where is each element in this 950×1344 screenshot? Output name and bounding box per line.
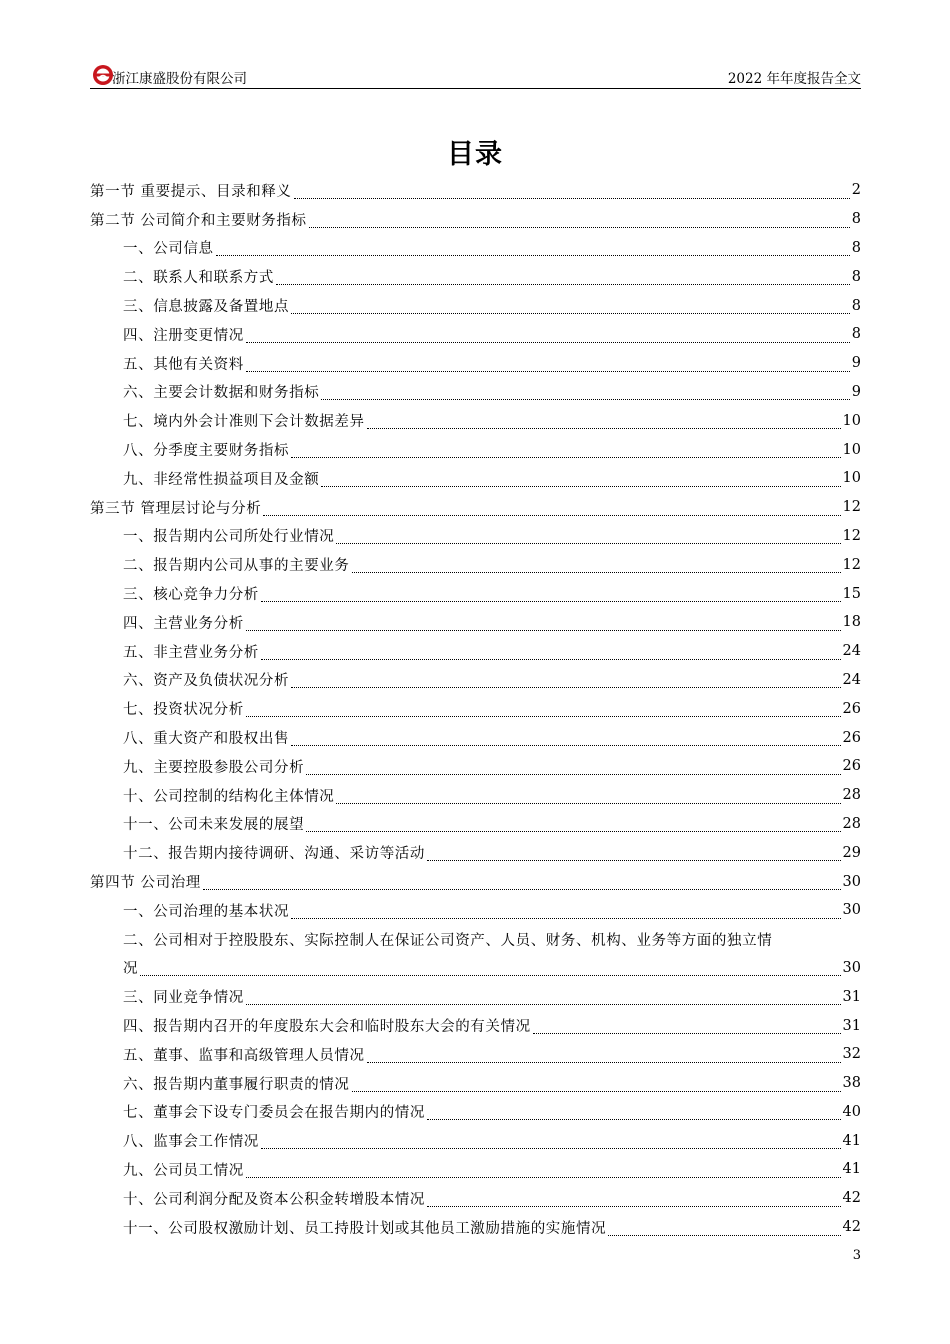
toc-entry-label: 五、董事、监事和高级管理人员情况 [123, 1047, 365, 1064]
toc-entry-page: 30 [842, 873, 861, 890]
toc-leader-dots [306, 817, 840, 832]
toc-entry-label: 七、投资状况分析 [123, 702, 244, 719]
toc-entry[interactable] [90, 925, 861, 954]
toc-leader-dots [261, 587, 841, 602]
toc-entry[interactable] [90, 349, 861, 378]
toc-entry-page: 24 [842, 671, 861, 688]
toc-entry-page: 8 [851, 239, 861, 256]
page-header [90, 62, 861, 89]
toc-entry[interactable] [90, 752, 861, 781]
toc-entry-label: 六、报告期内董事履行职责的情况 [123, 1076, 350, 1093]
toc-entry-page: 31 [842, 1017, 861, 1034]
toc-leader-dots [352, 558, 841, 573]
toc-leader-dots [321, 472, 840, 487]
toc-entry-page: 40 [842, 1103, 861, 1120]
toc-entry-label: 一、报告期内公司所处行业情况 [123, 529, 335, 546]
toc-entry-label: 三、核心竞争力分析 [123, 587, 259, 604]
toc-entry-label: 八、分季度主要财务指标 [123, 443, 290, 460]
toc-entry[interactable] [90, 781, 861, 810]
toc-entry-page: 9 [851, 355, 861, 372]
toc-entry-label: 一、公司治理的基本状况 [123, 903, 290, 920]
toc-entry-page: 41 [842, 1132, 861, 1149]
toc-entry-label: 十二、报告期内接待调研、沟通、采访等活动 [123, 846, 425, 863]
toc-entry[interactable] [90, 1184, 861, 1213]
toc-entry[interactable] [90, 1098, 861, 1127]
toc-entry-label: 六、资产及负债状况分析 [123, 673, 290, 690]
toc-leader-dots [367, 1048, 841, 1063]
toc-entry-page: 10 [842, 412, 861, 429]
toc-entry-page: 9 [851, 383, 861, 400]
toc-leader-dots [203, 875, 841, 890]
toc-entry[interactable] [90, 435, 861, 464]
toc-entry-label: 三、信息披露及备置地点 [123, 299, 290, 316]
toc-entry[interactable] [90, 464, 861, 493]
toc-entry-page: 12 [842, 556, 861, 573]
page-title: 目录 [447, 139, 503, 170]
toc-entry[interactable] [90, 291, 861, 320]
toc-entry-label: 四、报告期内召开的年度股东大会和临时股东大会的有关情况 [123, 1019, 531, 1035]
toc-entry[interactable] [90, 608, 861, 637]
toc-entry[interactable] [90, 522, 861, 551]
toc-leader-dots [306, 760, 840, 775]
toc-entry-page: 12 [842, 499, 861, 516]
toc-entry-label: 七、董事会下设专门委员会在报告期内的情况 [123, 1105, 425, 1122]
toc-leader-dots [261, 645, 841, 660]
toc-entry-label: 九、公司员工情况 [123, 1162, 244, 1179]
toc-leader-dots [427, 846, 841, 861]
toc-entry[interactable] [90, 234, 861, 263]
toc-leader-dots [427, 1192, 841, 1207]
toc-entry-page: 12 [842, 527, 861, 544]
toc-entry-page: 29 [842, 844, 861, 861]
toc-entry-label: 五、非主营业务分析 [123, 644, 259, 661]
toc-entry[interactable] [90, 810, 861, 839]
toc-entry[interactable] [90, 205, 861, 234]
toc-entry[interactable] [90, 406, 861, 435]
toc-entry-page: 8 [851, 268, 861, 285]
toc-entry[interactable] [90, 493, 861, 522]
toc-leader-dots [291, 443, 840, 458]
toc-leader-dots [246, 616, 841, 631]
toc-leader-dots [261, 1134, 841, 1149]
toc-entry[interactable] [90, 1011, 861, 1040]
toc-entry-label: 况 [123, 961, 139, 978]
table-of-contents [90, 176, 861, 1241]
toc-entry[interactable] [90, 176, 861, 205]
toc-leader-dots [291, 673, 840, 688]
toc-entry-page: 10 [842, 470, 861, 487]
toc-entry-label: 八、重大资产和股权出售 [123, 731, 290, 748]
page-number: 3 [852, 1248, 861, 1263]
toc-entry-label: 四、主营业务分析 [123, 615, 244, 632]
toc-entry[interactable] [90, 954, 861, 983]
toc-entry[interactable] [90, 1126, 861, 1155]
toc-entry-page: 42 [842, 1190, 861, 1207]
toc-entry-page: 8 [851, 297, 861, 314]
toc-leader-dots [291, 731, 840, 746]
toc-leader-dots [246, 328, 850, 343]
toc-leader-dots [140, 961, 840, 976]
toc-entry-page: 30 [842, 959, 861, 976]
toc-entry[interactable] [90, 579, 861, 608]
toc-entry[interactable] [90, 1213, 861, 1242]
toc-leader-dots [608, 1221, 840, 1236]
toc-entry-label: 二、公司相对于控股股东、实际控制人在保证公司资产、人员、财务、机构、业务等方面的独立情 [123, 932, 773, 949]
toc-entry-label: 第四节 公司治理 [90, 875, 201, 892]
toc-entry-label: 二、报告期内公司从事的主要业务 [123, 558, 350, 575]
toc-entry-page: 26 [842, 729, 861, 746]
toc-leader-dots [246, 990, 841, 1005]
toc-entry[interactable] [90, 1069, 861, 1098]
toc-entry[interactable] [90, 896, 861, 925]
toc-entry-label: 八、监事会工作情况 [123, 1134, 259, 1151]
toc-entry-page: 32 [842, 1046, 861, 1063]
toc-entry-label: 第一节 重要提示、目录和释义 [90, 183, 292, 200]
toc-leader-dots [276, 270, 850, 285]
toc-entry-label: 十一、公司未来发展的展望 [123, 817, 305, 834]
toc-entry-label: 第二节 公司简介和主要财务指标 [90, 212, 307, 229]
toc-entry-page: 31 [842, 988, 861, 1005]
toc-entry-page: 38 [842, 1075, 861, 1092]
toc-entry-page: 28 [842, 787, 861, 804]
toc-entry[interactable] [90, 637, 861, 666]
toc-entry[interactable] [90, 838, 861, 867]
toc-leader-dots [352, 1077, 841, 1092]
toc-entry[interactable] [90, 694, 861, 723]
toc-leader-dots [291, 299, 850, 314]
toc-entry-label: 十、公司控制的结构化主体情况 [123, 788, 335, 805]
toc-leader-dots [246, 702, 841, 717]
toc-leader-dots [533, 1019, 841, 1034]
toc-entry-page: 8 [851, 326, 861, 343]
toc-leader-dots [216, 241, 850, 256]
toc-entry-page: 28 [842, 815, 861, 832]
toc-entry-label: 第三节 管理层讨论与分析 [90, 500, 262, 517]
toc-entry-label: 二、联系人和联系方式 [123, 270, 274, 287]
toc-entry-page: 15 [842, 585, 861, 602]
toc-entry-label: 九、非经常性损益项目及金额 [123, 471, 320, 488]
toc-entry-page: 18 [842, 614, 861, 631]
toc-leader-dots [336, 789, 840, 804]
toc-leader-dots [246, 1163, 841, 1178]
toc-leader-dots [294, 184, 850, 199]
toc-entry[interactable] [90, 666, 861, 695]
toc-entry-label: 五、其他有关资料 [123, 356, 244, 373]
company-name: 浙江康盛股份有限公司 [112, 71, 247, 87]
toc-leader-dots [367, 414, 841, 429]
toc-entry-page: 41 [842, 1161, 861, 1178]
toc-entry[interactable] [90, 723, 861, 752]
toc-entry-label: 六、主要会计数据和财务指标 [123, 385, 320, 402]
toc-leader-dots [336, 529, 840, 544]
toc-entry-page: 24 [842, 643, 861, 660]
toc-leader-dots [309, 213, 850, 228]
toc-entry-label: 九、主要控股参股公司分析 [123, 759, 305, 776]
toc-entry-page: 2 [851, 182, 861, 199]
toc-leader-dots [246, 357, 850, 372]
toc-entry[interactable] [90, 262, 861, 291]
toc-entry[interactable] [90, 1155, 861, 1184]
toc-entry[interactable] [90, 867, 861, 896]
toc-entry-label: 十一、公司股权激励计划、员工持股计划或其他员工激励措施的实施情况 [123, 1220, 607, 1237]
company-logo-icon [92, 64, 114, 86]
toc-entry-page: 10 [842, 441, 861, 458]
toc-entry[interactable] [90, 982, 861, 1011]
toc-entry-page: 26 [842, 700, 861, 717]
toc-entry-label: 一、公司信息 [123, 241, 214, 258]
toc-entry[interactable] [90, 550, 861, 579]
toc-entry-page: 30 [842, 902, 861, 919]
report-name: 2022 年年度报告全文 [727, 71, 861, 87]
toc-entry-page: 26 [842, 758, 861, 775]
toc-leader-dots [427, 1105, 841, 1120]
toc-entry-page: 42 [842, 1219, 861, 1236]
toc-entry-label: 十、公司利润分配及资本公积金转增股本情况 [123, 1191, 425, 1208]
toc-leader-dots [263, 501, 840, 516]
toc-entry[interactable] [90, 378, 861, 407]
toc-entry-label: 三、同业竞争情况 [123, 990, 244, 1007]
toc-leader-dots [321, 385, 849, 400]
toc-entry-page: 8 [851, 211, 861, 228]
toc-entry-label: 四、注册变更情况 [123, 327, 244, 344]
toc-leader-dots [291, 904, 840, 919]
toc-entry[interactable] [90, 1040, 861, 1069]
toc-entry[interactable] [90, 320, 861, 349]
toc-entry-label: 七、境内外会计准则下会计数据差异 [123, 414, 365, 431]
